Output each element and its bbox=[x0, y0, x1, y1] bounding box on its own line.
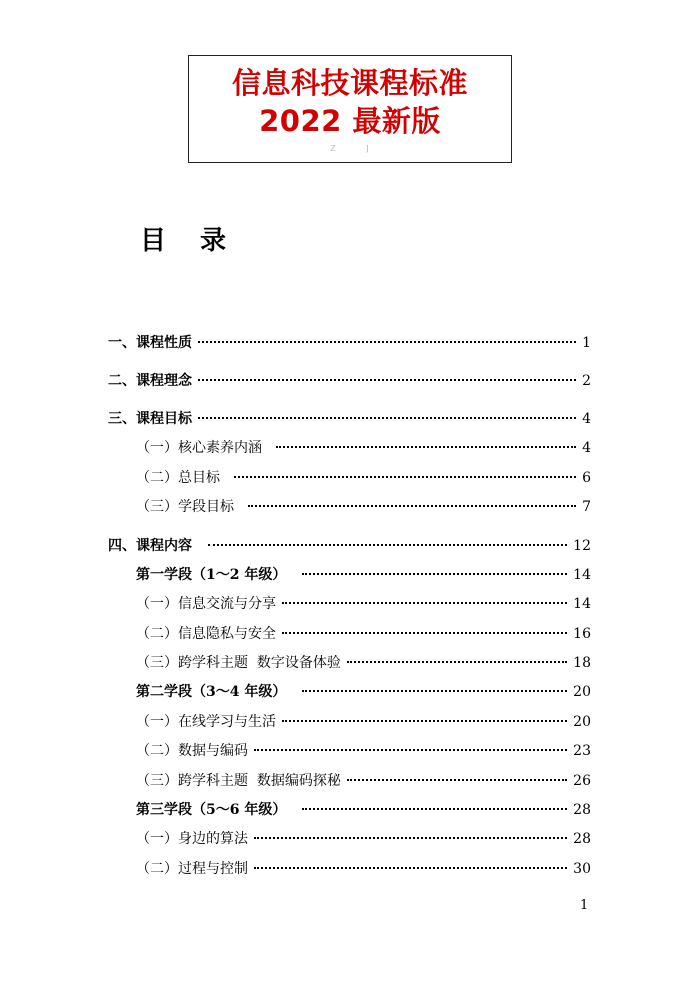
toc-entry[interactable] bbox=[136, 741, 591, 761]
toc-label: （二）总目标 bbox=[136, 470, 220, 486]
toc-page: 4 bbox=[582, 411, 591, 427]
toc-leader bbox=[347, 661, 567, 663]
toc-page: 28 bbox=[573, 802, 591, 818]
toc-page: 6 bbox=[582, 470, 591, 486]
toc-entry[interactable] bbox=[136, 771, 591, 791]
toc-entry[interactable] bbox=[136, 624, 591, 644]
toc-leader bbox=[198, 379, 576, 381]
toc-page: 20 bbox=[573, 684, 591, 700]
toc-label: （三）跨学科主题 数据编码探秘 bbox=[136, 773, 341, 789]
toc-leader bbox=[347, 779, 567, 781]
page-number: 1 bbox=[580, 898, 589, 913]
toc-label: （一）身边的算法 bbox=[136, 831, 248, 847]
toc-page: 7 bbox=[582, 499, 591, 515]
toc-entry[interactable] bbox=[136, 712, 591, 732]
toc-page: 18 bbox=[573, 655, 591, 671]
toc-label: 第二学段（3～4 年级） bbox=[136, 684, 287, 700]
toc-leader bbox=[302, 808, 567, 810]
toc-entry[interactable] bbox=[136, 859, 591, 879]
toc-page: 2 bbox=[582, 373, 591, 389]
toc-page: 14 bbox=[573, 596, 591, 612]
toc-entry[interactable] bbox=[136, 468, 591, 488]
toc-leader bbox=[234, 476, 576, 478]
toc-page: 28 bbox=[573, 831, 591, 847]
toc-leader bbox=[282, 602, 567, 604]
toc-label: （一）在线学习与生活 bbox=[136, 714, 276, 730]
watermark-left: Z bbox=[330, 144, 337, 153]
toc-leader bbox=[302, 573, 567, 575]
toc-page: 30 bbox=[573, 861, 591, 877]
toc-leader bbox=[302, 690, 567, 692]
toc-entry[interactable] bbox=[136, 653, 591, 673]
toc-page: 12 bbox=[573, 538, 591, 554]
toc-entry[interactable] bbox=[136, 594, 591, 614]
toc-entry[interactable] bbox=[136, 438, 591, 458]
toc-leader bbox=[254, 867, 567, 869]
toc-label: （三）跨学科主题 数字设备体验 bbox=[136, 655, 341, 671]
toc-label: 一、课程性质 bbox=[108, 335, 192, 351]
toc-page: 20 bbox=[573, 714, 591, 730]
toc-page: 4 bbox=[582, 440, 591, 456]
toc-leader bbox=[282, 720, 567, 722]
toc-page: 23 bbox=[573, 743, 591, 759]
toc-leader bbox=[198, 341, 576, 343]
toc-entry[interactable] bbox=[108, 333, 591, 353]
toc-leader bbox=[208, 544, 567, 546]
toc-entry[interactable] bbox=[108, 409, 591, 429]
watermark-right: J bbox=[366, 144, 370, 153]
toc-page: 14 bbox=[573, 567, 591, 583]
toc-label: （二）数据与编码 bbox=[136, 743, 248, 759]
toc-label: （一）核心素养内涵 bbox=[136, 440, 262, 456]
toc-leader bbox=[248, 505, 576, 507]
toc-entry[interactable] bbox=[136, 497, 591, 517]
doc-title: 信息科技课程标准 bbox=[231, 66, 468, 100]
toc-entry[interactable] bbox=[108, 536, 591, 556]
toc-entry[interactable] bbox=[136, 829, 591, 849]
toc-leader bbox=[276, 446, 576, 448]
toc-page: 1 bbox=[582, 335, 591, 351]
toc-page: 26 bbox=[573, 773, 591, 789]
toc-label: 四、课程内容 bbox=[108, 538, 192, 554]
toc-label: （三）学段目标 bbox=[136, 499, 234, 515]
toc-heading: 目录 bbox=[140, 226, 261, 256]
toc-leader bbox=[282, 632, 567, 634]
toc-leader bbox=[254, 749, 567, 751]
toc-entry[interactable] bbox=[108, 371, 591, 391]
toc-label: 二、课程理念 bbox=[108, 373, 192, 389]
toc-leader bbox=[198, 417, 576, 419]
toc-label: （二）信息隐私与安全 bbox=[136, 626, 276, 642]
toc-label: （二）过程与控制 bbox=[136, 861, 248, 877]
toc-label: （一）信息交流与分享 bbox=[136, 596, 276, 612]
toc-page: 16 bbox=[573, 626, 591, 642]
toc-entry[interactable] bbox=[136, 565, 591, 585]
toc-entry[interactable] bbox=[136, 682, 591, 702]
toc-label: 第一学段（1～2 年级） bbox=[136, 567, 287, 583]
toc-label: 第三学段（5～6 年级） bbox=[136, 802, 287, 818]
toc-leader bbox=[254, 837, 567, 839]
doc-subtitle: 2022 最新版 bbox=[259, 104, 441, 138]
toc-entry[interactable] bbox=[136, 800, 591, 820]
toc-label: 三、课程目标 bbox=[108, 411, 192, 427]
